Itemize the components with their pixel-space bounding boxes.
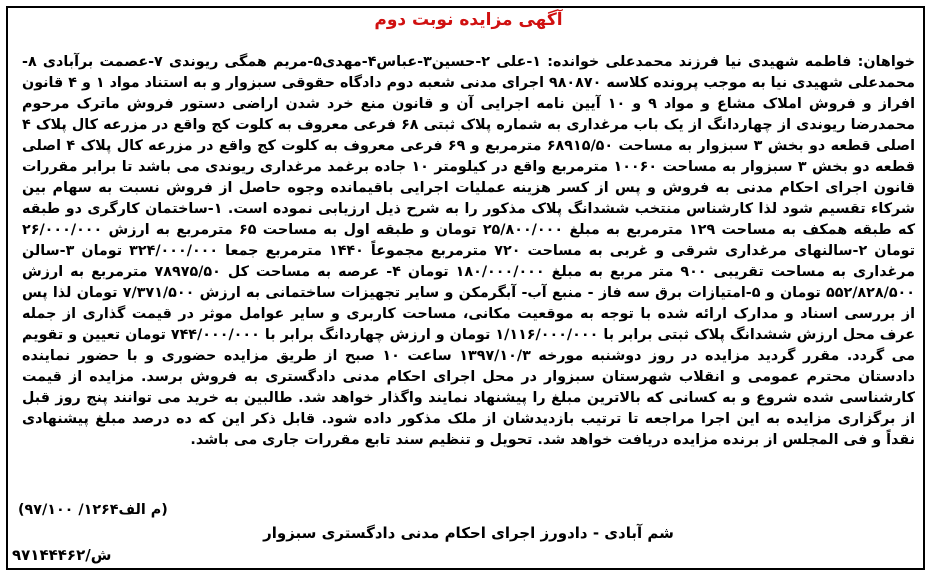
notice-reference: (م الف۱۲۶۴/ ۹۷/۱۰۰) [18,502,168,518]
notice-code: ش/۹۷۱۴۴۴۶۲ [12,546,112,564]
notice-body: خواهان: فاطمه شهیدی نیا فرزند محمدعلی خوانده: ۱-علی ۲-حسین۳-عباس۴-مهدی۵-مریم همگی ریوندی ۷-عصمت برآبادی ۸-محمدعلی شهیدی نیا به موجب پرونده کلاسه ۹۸۰۸۷۰ اجرای مدنی شعبه دوم دادگاه حقوقی سبزوار و به استناد مواد ۱ و ۴ قانون افراز و فروش املاک مشاع و مواد ۹ و ۱۰ آیین نامه اجرایی آن و قانون منع خرد شدن اراضی دستور فروش ماترک مرحوم محمدرضا ریوندی از چهاردانگ از یک باب مرغداری به شماره پلاک ثبتی ۶۸ فرعی معروف به کلوت کج واقع در مزرعه کال پلاک ۴ اصلی قطعه دو بخش ۳ سبزوار به مساحت ۶۸۹۱۵/۵۰ مترمربع و ۶۹ فرعی معروف به کلوت کج واقع در مزرعه کال پلاک ۴ اصلی قطعه دو بخش ۳ سبزوار به مساحت ۱۰۰۶۰ مترمربع واقع در کیلومتر ۱۰ جاده برغمد مرغداری ریوندی می باشد تا برابر مقررات قانون اجرای احکام مدنی به فروش و پس از کسر هزینه عملیات اجرایی باقیمانده وجوه حاصل از فروش نسبت به سهام بین شرکاء تقسیم شود لذا کارشناس منتخب ششدانگ پلاک مذکور را به شرح ذیل ارزیابی نموده است. ۱-ساختمان کارگری دو طبقه که طبقه همکف به مساحت ۱۲۹ مترمربع به مبلغ ۲۵/۸۰۰/۰۰۰ تومان و طبقه اول به مساحت ۶۵ مترمربع به ارزش ۲۶/۰۰۰/۰۰۰ تومان ۲-سالنهای مرغداری شرقی و غربی به مساحت ۷۲۰ مترمربع مجموعاً ۱۴۴۰ مترمربع جمعا ۳۲۴/۰۰۰/۰۰۰ تومان ۳-سالن مرغداری به مساحت تقریبی ۹۰۰ متر مربع به مبلغ ۱۸۰/۰۰۰/۰۰۰ تومان ۴- عرصه به مساحت کل ۷۸۹۷۵/۵۰ مترمربع به ارزش ۵۵۲/۸۲۸/۵۰۰ تومان و ۵-امتیازات برق سه فاز - منبع آب- آبگرمکن و سایر تجهیزات ساختمانی به ارزش ۷/۳۷۱/۵۰۰ تومان لذا پس از بررسی اسناد و مدارک ارائه شده با توجه به موقعیت مکانی، مساحت کاربری و سایر عوامل موثر در قیمت گذاری از جمله عرف محل ارزش ششدانگ پلاک ثبتی برابر با ۱/۱۱۶/۰۰۰/۰۰۰ تومان و ارزش چهاردانگ برابر با ۷۴۴/۰۰۰/۰۰۰ تومان تعیین و تقویم می گردد. مقرر گردید مزایده در روز دوشنبه مورخه ۱۳۹۷/۱۰/۳ ساعت ۱۰ صبح از طریق مزایده حضوری و با حضور نماینده دادستان محترم عمومی و انقلاب شهرستان سبزوار در محل اجرای احکام مدنی دادگستری به فروش برسد. مزایده از قیمت کارشناسی شده شروع و به کسانی که بالاترین مبلغ را پیشنهاد نمایند واگذار خواهد شد. طالبین به خرید می توانند پنج روز قبل از برگزاری مزایده به این اجرا مراجعه تا ترتیب بازدیدشان از ملک مذکور داده شود. قابل ذکر این که ده درصد مبلغ پیشنهادی نقداً و فی المجلس از برنده مزایده دریافت خواهد شد. تحویل و تنظیم سند تابع مقررات جاری می باشد. [22,54,916,448]
notice-signature: شم آبادی - دادورز اجرای احکام مدنی دادگستری سبزوار [263,524,674,542]
notice-title: آگهی مزایده نوبت دوم [374,10,563,30]
